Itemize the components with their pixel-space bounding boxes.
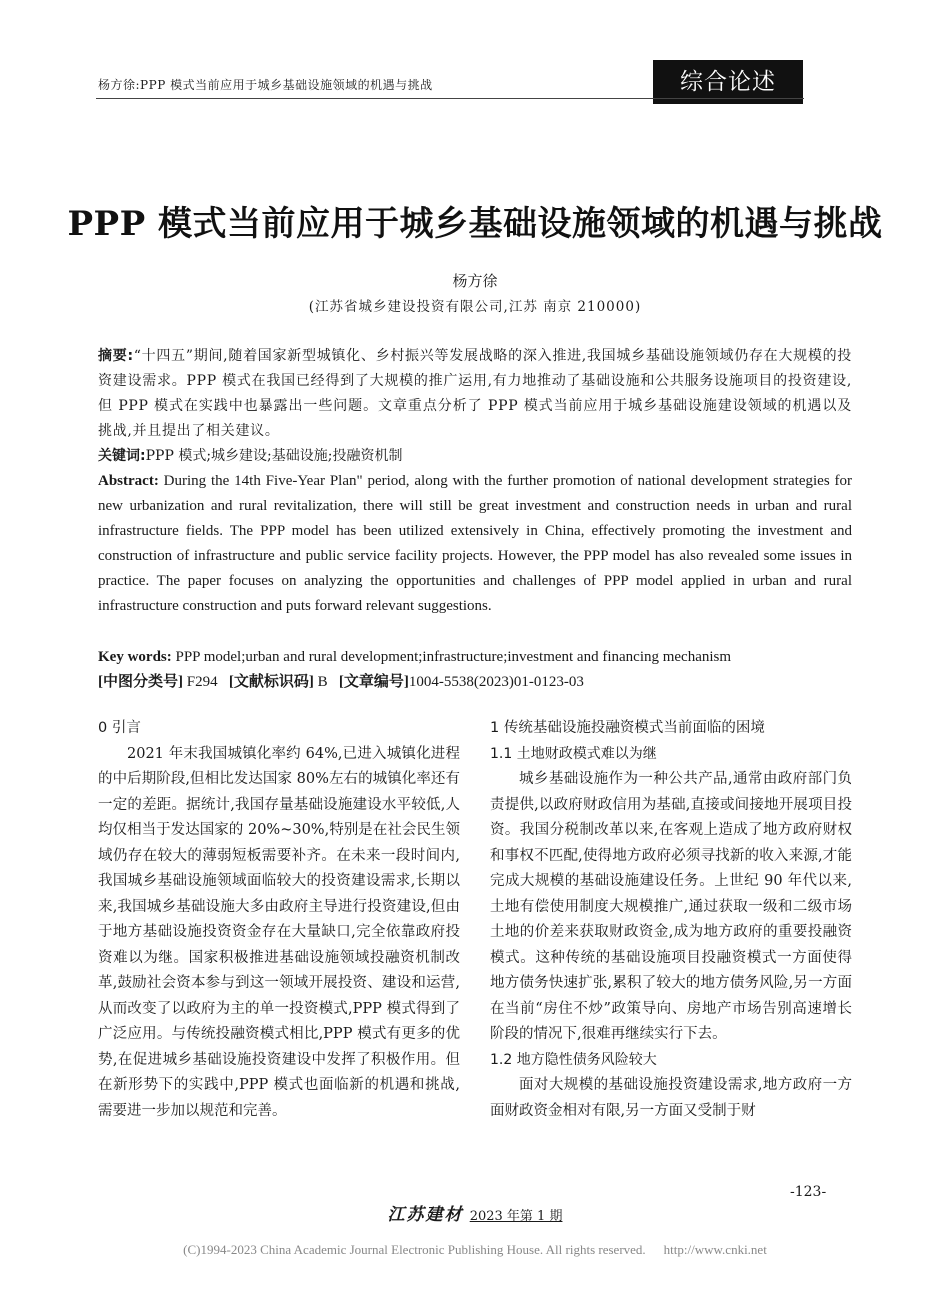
paragraph-1-2: 面对大规模的基础设施投资建设需求,地方政府一方面财政资金相对有限,另一方面又受制于财 — [490, 1077, 852, 1119]
keywords-en-label: Key words: — [98, 649, 172, 665]
section-tag: 综合论述 — [653, 60, 803, 104]
doc-code-value: B — [317, 674, 328, 690]
keywords-cn-label: 关键词: — [98, 448, 146, 464]
copyright-line — [0, 1242, 950, 1258]
intro-paragraph: 2021 年末我国城镇化率约 64%,已进入城镇化进程的中后期阶段,但相比发达国家 80%左右的城镇化率还有一定的差距。据统计,我国存量基础设施建设水平较低,人均仅相当于发达国家的 20%~30%,特别是在社会民生领域仍存在较大的薄弱短板需要补齐。在未来一段时间内,我国城乡基础设施领域面临较大的投资建设需求,长期以来,我国城乡基础设施大多由政府主导进行投资建设,但由于地方基础设施投资资金存在大量缺口,完全依靠政府投资难以为继。国家积极推进基础设施领域投融资机制改革,鼓励社会资本参与到这一领域开展投资、建设和运营,从而改变了以政府为主的单一投资模式,PPP 模式得到了广泛应用。与传统投融资模式相比,PPP 模式有更多的优势,在促进城乡基础设施投资建设中发挥了积极作用。但在新形势下的实践中,PPP 模式也面临新的机遇和挑战,需要进一步加以规范和完善。 — [98, 745, 460, 1119]
abstract-cn — [98, 344, 852, 444]
classification-line — [98, 670, 852, 695]
clc-value: F294 — [186, 674, 218, 690]
running-header: 杨方徐:PPP 模式当前应用于城乡基础设施领域的机遇与挑战 — [98, 78, 433, 92]
journal-issue: 2023 年第 1 期 — [469, 1209, 563, 1224]
abstract-en — [98, 469, 852, 619]
right-column — [490, 716, 852, 1124]
abstract-en-text: During the 14th Five-Year Plan" period, along with the further promotion of national development strategies for new urbanization and rural revitalization, there will still be great investment and construction needs in urban and rural infrastructure fields. The PPP model has been utilized extensively in China, effectively promoting the investment and construction of infrastructure and public service facility projects. However, the PPP model has also revealed some issues in practice. The paper focuses on analyzing the opportunities and challenges of PPP model applied in urban and rural infrastructure construction and puts forward relevant suggestions. — [98, 473, 853, 614]
cnki-link[interactable]: http://www.cnki.net — [663, 1242, 767, 1257]
clc-label: [中图分类号] — [98, 674, 183, 690]
keywords-cn-text: PPP 模式;城乡建设;基础设施;投融资机制 — [145, 448, 403, 464]
left-column — [98, 716, 460, 1124]
section-heading-intro: 0 引言 — [98, 720, 141, 736]
author-name: 杨方徐 — [452, 272, 498, 290]
paragraph-1-1: 城乡基础设施作为一种公共产品,通常由政府部门负责提供,以政府财政信用为基础,直接或间接地开展项目投资。我国分税制改革以来,在客观上造成了地方政府财权和事权不匹配,使得地方政府必须寻找新的收入来源,才能完成大规模的基础设施建设任务。上世纪 90 年代以来,土地有偿使用制度大规模推广,通过获取一级和二级市场土地的价差来获取财政资金,成为地方政府的重要投融资模式。这种传统的基础设施项目投融资模式一方面使得地方债务快速扩张,累积了较大的地方债务风险,另一方面在当前“房住不炒”政策导向、房地产市场告别高速增长阶段的情况下,很难再继续实行下去。 — [490, 771, 852, 1042]
article-number-label: [文章编号] — [338, 674, 409, 690]
keywords-en — [98, 645, 852, 670]
author-affiliation: (江苏省城乡建设投资有限公司,江苏 南京 210000) — [308, 299, 642, 315]
subsection-heading-1-2: 1.2 地方隐性债务风险较大 — [490, 1051, 657, 1068]
journal-logo: 江苏建材 — [387, 1205, 464, 1225]
doc-code-label: [文献标识码] — [228, 674, 314, 690]
abstract-cn-label: 摘要: — [98, 348, 134, 364]
section-heading-1: 1 传统基础设施投融资模式当前面临的困境 — [490, 720, 765, 736]
subsection-heading-1-1: 1.1 土地财政模式难以为继 — [490, 745, 657, 762]
keywords-cn — [98, 444, 852, 469]
article-number-value: 1004-5538(2023)01-0123-03 — [408, 674, 584, 690]
abstract-cn-text: “十四五”期间,随着国家新型城镇化、乡村振兴等发展战略的深入推进,我国城乡基础设施领域仍存在大规模的投资建设需求。PPP 模式在我国已经得到了大规模的推广运用,有力地推动了基础设施和公共服务设施项目的投资建设,但 PPP 模式在实践中也暴露出一些问题。文章重点分析了 PPP 模式当前应用于城乡基础设施建设领域的机遇以及挑战,并且提出了相关建议。 — [98, 348, 852, 439]
abstract-en-label: Abstract: — [98, 473, 159, 489]
header-divider — [96, 98, 804, 99]
article-title: PPP 模式当前应用于城乡基础设施领域的机遇与挑战 — [67, 204, 883, 244]
keywords-en-text: PPP model;urban and rural development;infrastructure;investment and financing mechanism — [175, 649, 732, 665]
journal-footer — [0, 1200, 950, 1225]
page-number: -123- — [790, 1184, 827, 1200]
copyright-text: (C)1994-2023 China Academic Journal Electronic Publishing House. All rights reserved. — [183, 1242, 646, 1257]
